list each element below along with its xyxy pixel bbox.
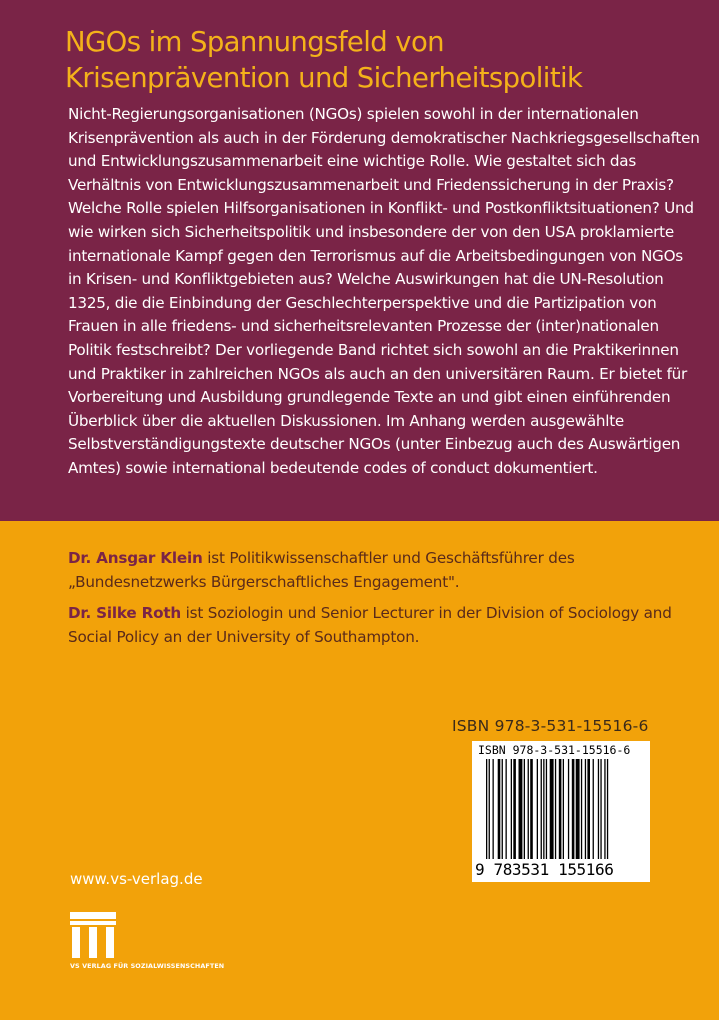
author-description-klein: ist Politikwissenschaftler und Geschäftsführer des „Bundesnetzwerks Bürgerschaftliches Engagement". [68, 549, 575, 591]
barcode-bar [537, 759, 538, 859]
barcode-bar [550, 759, 554, 859]
author-bio-roth [68, 602, 688, 649]
barcode-bar [593, 759, 594, 859]
barcode-bar [513, 759, 516, 859]
publisher-url[interactable]: www.vs-verlag.de [70, 870, 203, 888]
barcode-bar [489, 759, 490, 859]
barcode-bar [498, 759, 501, 859]
author-bio-klein [68, 547, 688, 594]
barcode-bar [581, 759, 582, 859]
barcode-digits: 9 783531 155166 [475, 860, 614, 879]
barcode-bar [546, 759, 547, 859]
barcode-bar [528, 759, 529, 859]
barcode-bar [585, 759, 586, 859]
book-title [65, 24, 705, 96]
barcode-isbn-text: ISBN 978-3-531-15516-6 [478, 743, 631, 757]
barcode-bar [506, 759, 507, 859]
barcode-bars [486, 759, 644, 859]
barcode-bar [587, 759, 590, 859]
barcode-bar [543, 759, 544, 859]
barcode-bar [524, 759, 525, 859]
barcode-bar [598, 759, 599, 859]
barcode-bar [502, 759, 503, 859]
barcode-bar [493, 759, 494, 859]
barcode-bar [519, 759, 523, 859]
blurb-text: Nicht-Regierungsorganisationen (NGOs) spielen sowohl in der internationalen Krisenprävention als auch in der Förderung demokratischer Nachkriegsgesellschaften und Entwicklungszusammenarbeit eine wichtige Rolle. Wie gestaltet sich das Verhältnis von Entwicklungszusammenarbeit und Friedenssicherung in der Praxis? Welche Rolle spielen Hilfsorganisationen in Konflikt- und Postkonfliktsituationen? Und wie wirken sich Sicherheitspolitik und insbesondere der von den USA proklamierte internationale Kampf gegen den Terrorismus auf die Arbeitsbedingungen von NGOs in Krisen- und Konfliktgebieten aus? Welche Auswirkungen hat die UN-Resolution 1325, die die Einbindung der Geschlechterperspektive und die Partizipation von Frauen in alle friedens- und sicherheitsrelevanten Prozesse der (inter)nationalen Politik festschreibt? Der vorliegende Band richtet sich sowohl an die Praktikerinnen und Praktiker in zahlreichen NGOs als auch an den universitären Raum. Er bietet für Vorbereitung und Ausbildung grundlegende Texte an und gibt einen einführenden Überblick über die aktuellen Diskussionen. Im Anhang werden ausgewählte Selbstverständigungstexte deutscher NGOs (unter Einbezug auch des Auswärtigen Amtes) sowie international bedeutende codes of conduct dokumentiert. [68, 105, 700, 477]
publisher-logo-icon [70, 912, 116, 958]
author-name-klein: Dr. Ansgar Klein [68, 549, 203, 567]
barcode-bar [568, 759, 569, 859]
barcode-bar [607, 759, 608, 859]
barcode-bar [555, 759, 556, 859]
author-name-roth: Dr. Silke Roth [68, 604, 182, 622]
barcode-bar [576, 759, 580, 859]
isbn-label: ISBN 978-3-531-15516-6 [452, 717, 649, 735]
barcode-bar [541, 759, 542, 859]
book-title-line-1: NGOs im Spannungsfeld von [65, 26, 444, 58]
barcode-bar [511, 759, 512, 859]
barcode-bar [486, 759, 487, 859]
barcode-bar [604, 759, 605, 859]
barcode-bar [563, 759, 564, 859]
book-title-line-2: Krisenprävention und Sicherheitspolitik [65, 62, 583, 94]
barcode-box [472, 741, 650, 882]
publisher-logo-caption: VS VERLAG FÜR SOZIALWISSENSCHAFTEN [70, 962, 225, 970]
barcode-bar [559, 759, 562, 859]
barcode-bar [530, 759, 533, 859]
barcode-bar [572, 759, 575, 859]
barcode-bar [600, 759, 601, 859]
author-description-roth: ist Soziologin und Senior Lecturer in der Division of Sociology and Social Policy an der University of Southampton. [68, 604, 672, 646]
